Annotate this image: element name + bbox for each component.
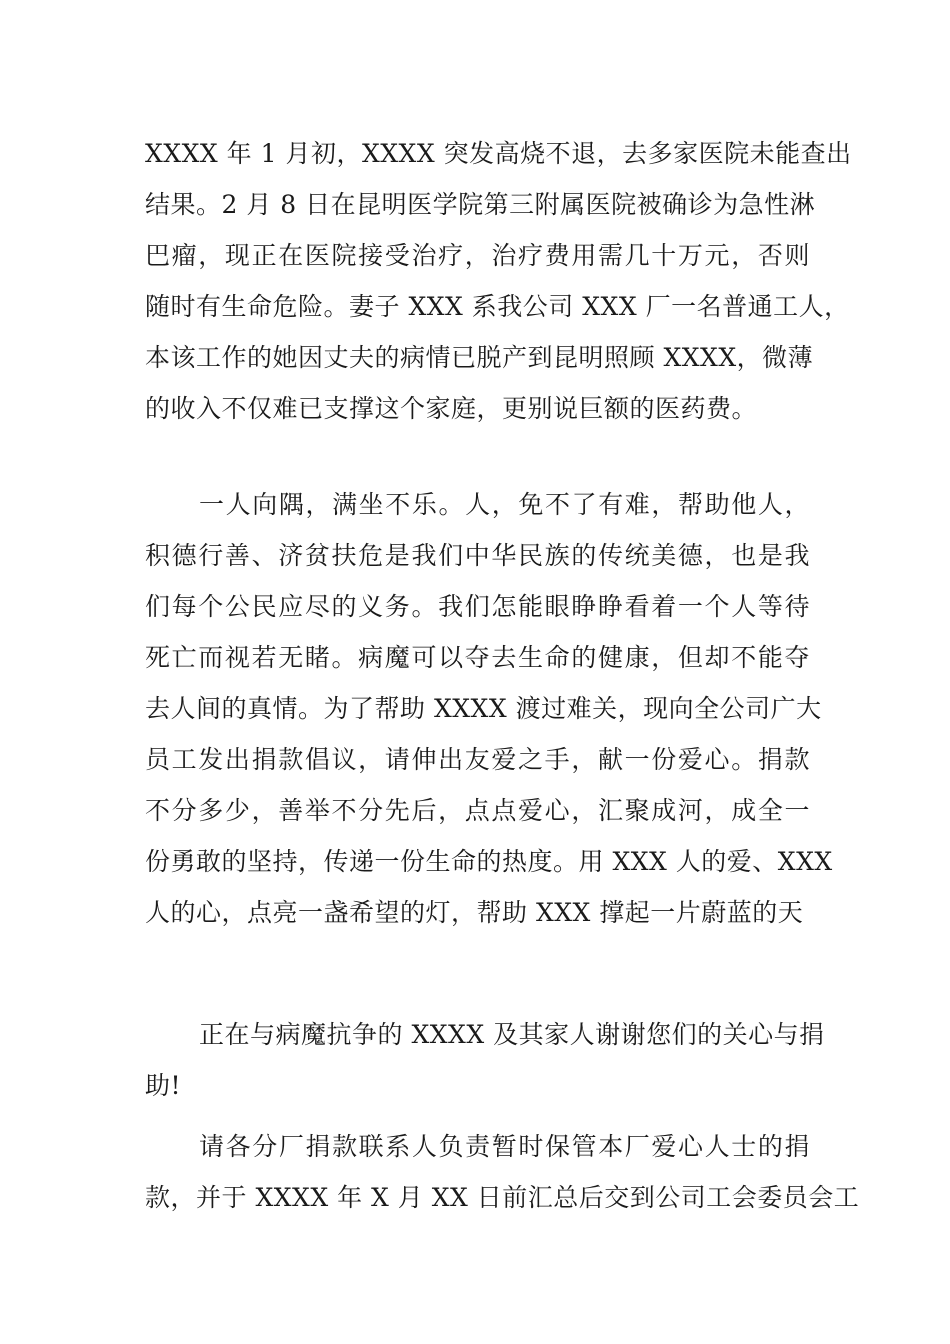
text-line: 去人间的真情。为了帮助 XXXX 渡过难关，现向全公司广大 [145,694,822,723]
text-line: 随时有生命危险。妻子 XXX 系我公司 XXX 厂一名普通工人， [145,292,850,321]
paragraph-collection-instructions [145,1121,860,1223]
text-line: 员工发出捐款倡议，请伸出友爱之手，献一份爱心。捐款 [145,745,810,774]
text-line: 们每个公民应尽的义务。我们怎能眼睁睁看着一个人等待 [145,592,810,621]
text-line: XXXX 年 1 月初，XXXX 突发高烧不退，去多家医院未能查出 [145,139,852,168]
text-line: 本该工作的她因丈夫的病情已脱产到昆明照顾 XXXX，微薄 [145,343,814,372]
text-line: 正在与病魔抗争的 XXXX 及其家人谢谢您们的关心与捐 [199,1020,825,1049]
text-line: 结果。2 月 8 日在昆明医学院第三附属医院被确诊为急性淋 [145,190,816,219]
text-line: 巴瘤，现正在医院接受治疗，治疗费用需几十万元，否则 [145,241,810,270]
text-line: 请各分厂捐款联系人负责暂时保管本厂爱心人士的捐 [199,1132,810,1161]
text-line: 积德行善、济贫扶危是我们中华民族的传统美德，也是我 [145,541,810,570]
text-line: 死亡而视若无睹。病魔可以夺去生命的健康，但却不能夺 [145,643,810,672]
paragraph-patient-situation [145,128,852,434]
text-line: 的收入不仅难已支撑这个家庭，更别说巨额的医药费。 [145,394,758,423]
text-line: 不分多少，善举不分先后，点点爱心，汇聚成河，成全一 [145,796,810,825]
paragraph-donation-appeal [145,479,833,938]
text-line: 一人向隅，满坐不乐。人，免不了有难，帮助他人， [199,490,810,519]
text-line: 份勇敢的坚持，传递一份生命的热度。用 XXX 人的爱、XXX [145,847,833,876]
text-line: 人的心，点亮一盏希望的灯，帮助 XXX 撑起一片蔚蓝的天 [145,898,804,927]
text-line: 款，并于 XXXX 年 X 月 XX 日前汇总后交到公司工会委员会工 [145,1183,860,1212]
text-line: 助! [145,1071,182,1100]
paragraph-thanks [145,1009,825,1111]
